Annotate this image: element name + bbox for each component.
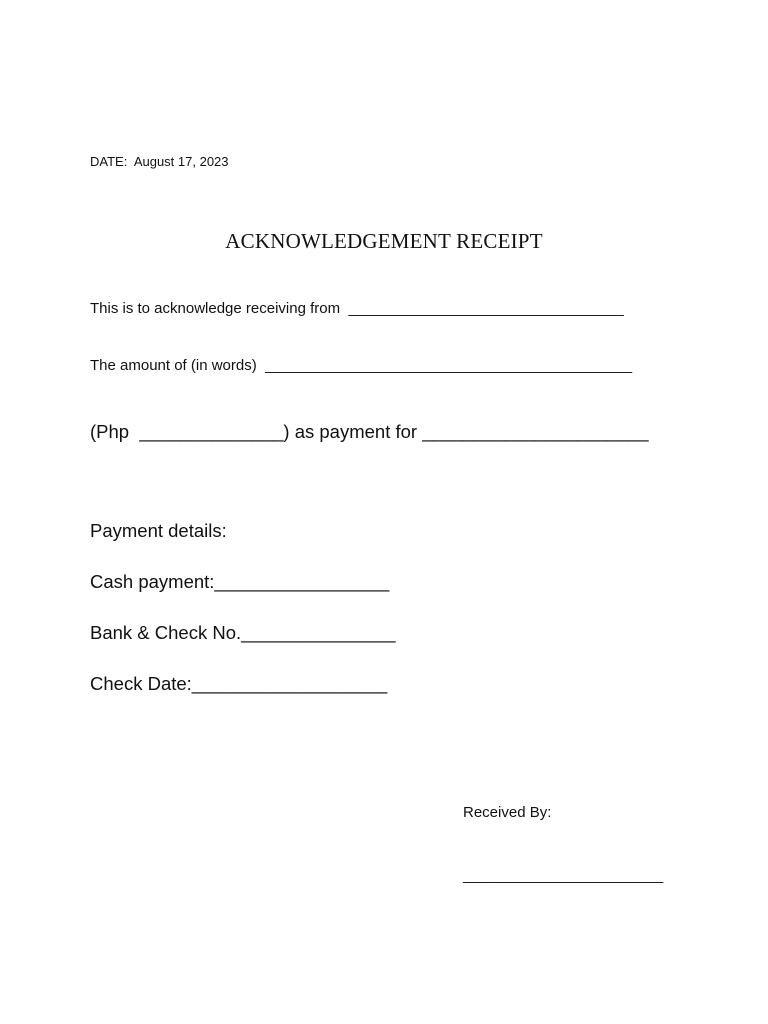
- amount-in-words-line: The amount of (in words) ____________________________________________: [90, 357, 633, 374]
- date-line: DATE: August 17, 2023: [90, 154, 229, 169]
- received-from-line: This is to acknowledge receiving from _________________________________: [90, 300, 624, 317]
- signature-line: ________________________: [463, 867, 664, 884]
- document-title: ACKNOWLEDGEMENT RECEIPT: [225, 229, 543, 253]
- cash-payment-line: Cash payment:_________________: [90, 571, 390, 592]
- payment-details-label: Payment details:: [90, 520, 227, 541]
- bank-check-number-line: Bank & Check No._______________: [90, 622, 396, 643]
- received-by-label: Received By:: [463, 804, 552, 821]
- php-amount-payment-line: (Php ______________) as payment for ______________________: [90, 421, 649, 442]
- check-date-line: Check Date:___________________: [90, 673, 388, 694]
